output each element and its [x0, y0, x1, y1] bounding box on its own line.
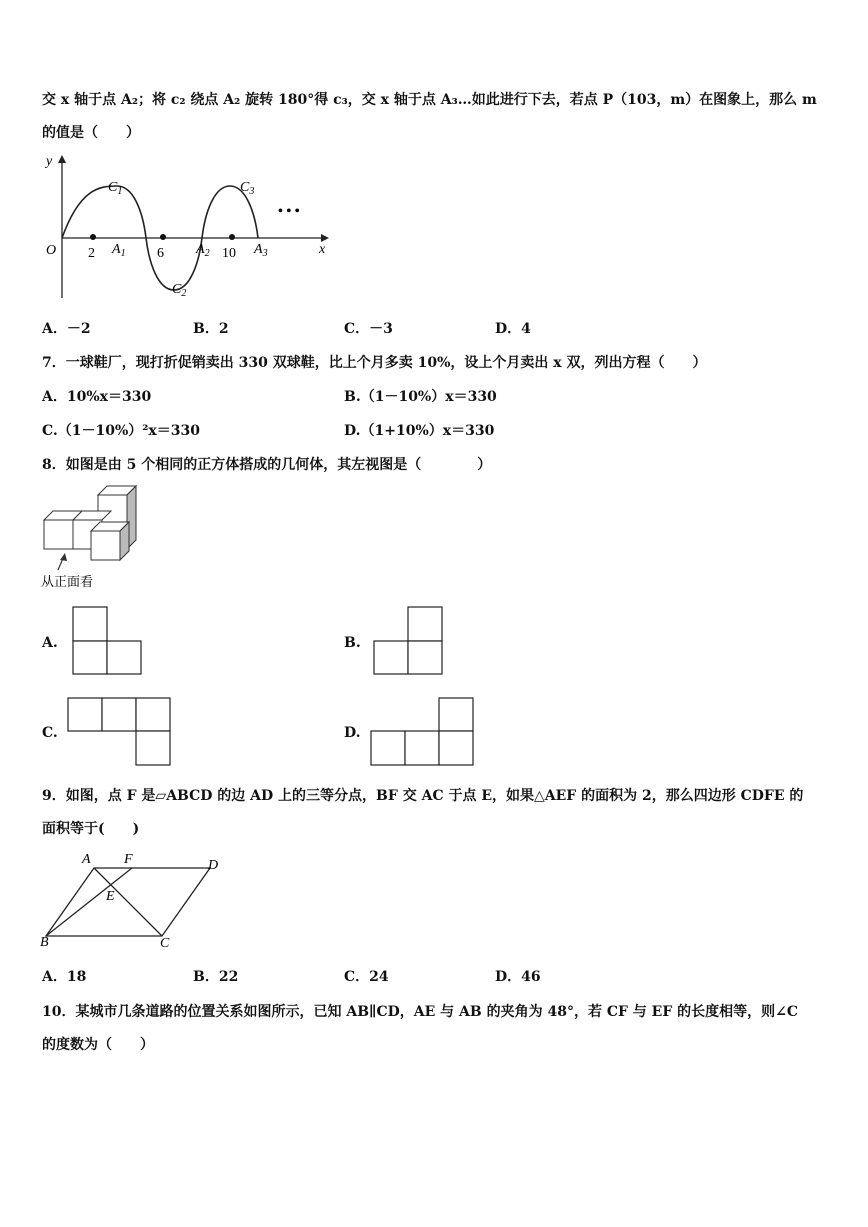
label-D: D — [208, 858, 219, 873]
q9-text-line1: 9．如图，点 F 是▱ABCD 的边 AD 上的三等分点，BF 交 AC 于点 E，如果△AEF 的面积为 2，那么四边形 CDFE 的 — [42, 788, 804, 804]
q6-text-line2: 的值是（ ） — [42, 125, 140, 141]
label-C: C — [160, 936, 170, 950]
q6-option-b[interactable]: B．2 — [193, 321, 229, 337]
q7-stem: 7．一球鞋厂，现打折促销卖出 330 双球鞋，比上个月多卖 10%，设上个月卖出 x 双，列出方程（ ） — [42, 355, 707, 371]
parallelogram-figure — [38, 850, 228, 950]
q6-option-c[interactable]: C．－3 — [344, 321, 393, 337]
q7-option-c[interactable]: C.（1－10%）²x＝330 — [42, 423, 200, 439]
q8-option-d-figure[interactable] — [370, 697, 476, 767]
q8-option-a-label[interactable]: A. — [42, 635, 58, 651]
label-A: A — [82, 852, 91, 867]
tick-10: 10 — [222, 246, 236, 261]
q9-text-line2: 面积等于( ) — [42, 821, 140, 837]
x-axis-label: x — [319, 242, 326, 257]
q9-option-b[interactable]: B．22 — [193, 969, 239, 985]
point-6 — [160, 234, 166, 240]
q8-stem: 8．如图是由 5 个相同的正方体搭成的几何体，其左视图是（ ） — [42, 457, 492, 473]
q8-option-d-label[interactable]: D. — [344, 725, 361, 741]
q10-text-line2: 的度数为（ ） — [42, 1037, 154, 1053]
point-2 — [90, 234, 96, 240]
sine-wave-graph — [40, 153, 340, 303]
label-E: E — [106, 889, 115, 904]
q8-option-b-label[interactable]: B. — [344, 635, 361, 651]
label-A1: $A_1$ — [112, 242, 126, 259]
label-C3: $C_3$ — [240, 180, 255, 197]
q7-option-a[interactable]: A．10%x＝330 — [42, 389, 152, 405]
label-C1: $C_1$ — [108, 180, 123, 197]
label-F: F — [124, 852, 133, 867]
label-C2: $C_2$ — [172, 282, 187, 299]
cube-stack-figure — [40, 482, 150, 590]
q7-option-b[interactable]: B.（1－10%）x＝330 — [344, 389, 497, 405]
q8-option-b-figure[interactable] — [373, 606, 445, 676]
q9-option-d[interactable]: D．46 — [495, 969, 541, 985]
point-10 — [229, 234, 235, 240]
q6-option-a[interactable]: A．－2 — [42, 321, 91, 337]
label-B: B — [40, 935, 49, 950]
label-A2: $A_2$ — [196, 242, 210, 259]
front-view-label: 从正面看 — [41, 574, 94, 589]
q9-option-a[interactable]: A．18 — [42, 969, 87, 985]
tick-6: 6 — [157, 246, 164, 261]
q6-option-d[interactable]: D．4 — [495, 321, 531, 337]
q9-option-c[interactable]: C．24 — [344, 969, 389, 985]
q8-option-c-figure[interactable] — [67, 697, 173, 767]
label-A3: $A_3$ — [254, 242, 268, 259]
q7-option-d[interactable]: D.（1+10%）x＝330 — [344, 423, 495, 439]
origin-label: O — [46, 243, 57, 258]
continuation-dots: • • • — [278, 204, 300, 219]
tick-2: 2 — [88, 246, 95, 261]
q6-text-line1: 交 x 轴于点 A₂；将 c₂ 绕点 A₂ 旋转 180°得 c₃，交 x 轴于点 A₃…如此进行下去，若点 P（103，m）在图象上，那么 m — [42, 92, 817, 108]
q10-text-line1: 10．某城市几条道路的位置关系如图所示，已知 AB∥CD，AE 与 AB 的夹角为 48°，若 CF 与 EF 的长度相等，则∠C — [42, 1004, 799, 1020]
q8-option-c-label[interactable]: C. — [42, 725, 58, 741]
q8-option-a-figure[interactable] — [72, 606, 144, 676]
y-axis-label: y — [46, 154, 53, 169]
